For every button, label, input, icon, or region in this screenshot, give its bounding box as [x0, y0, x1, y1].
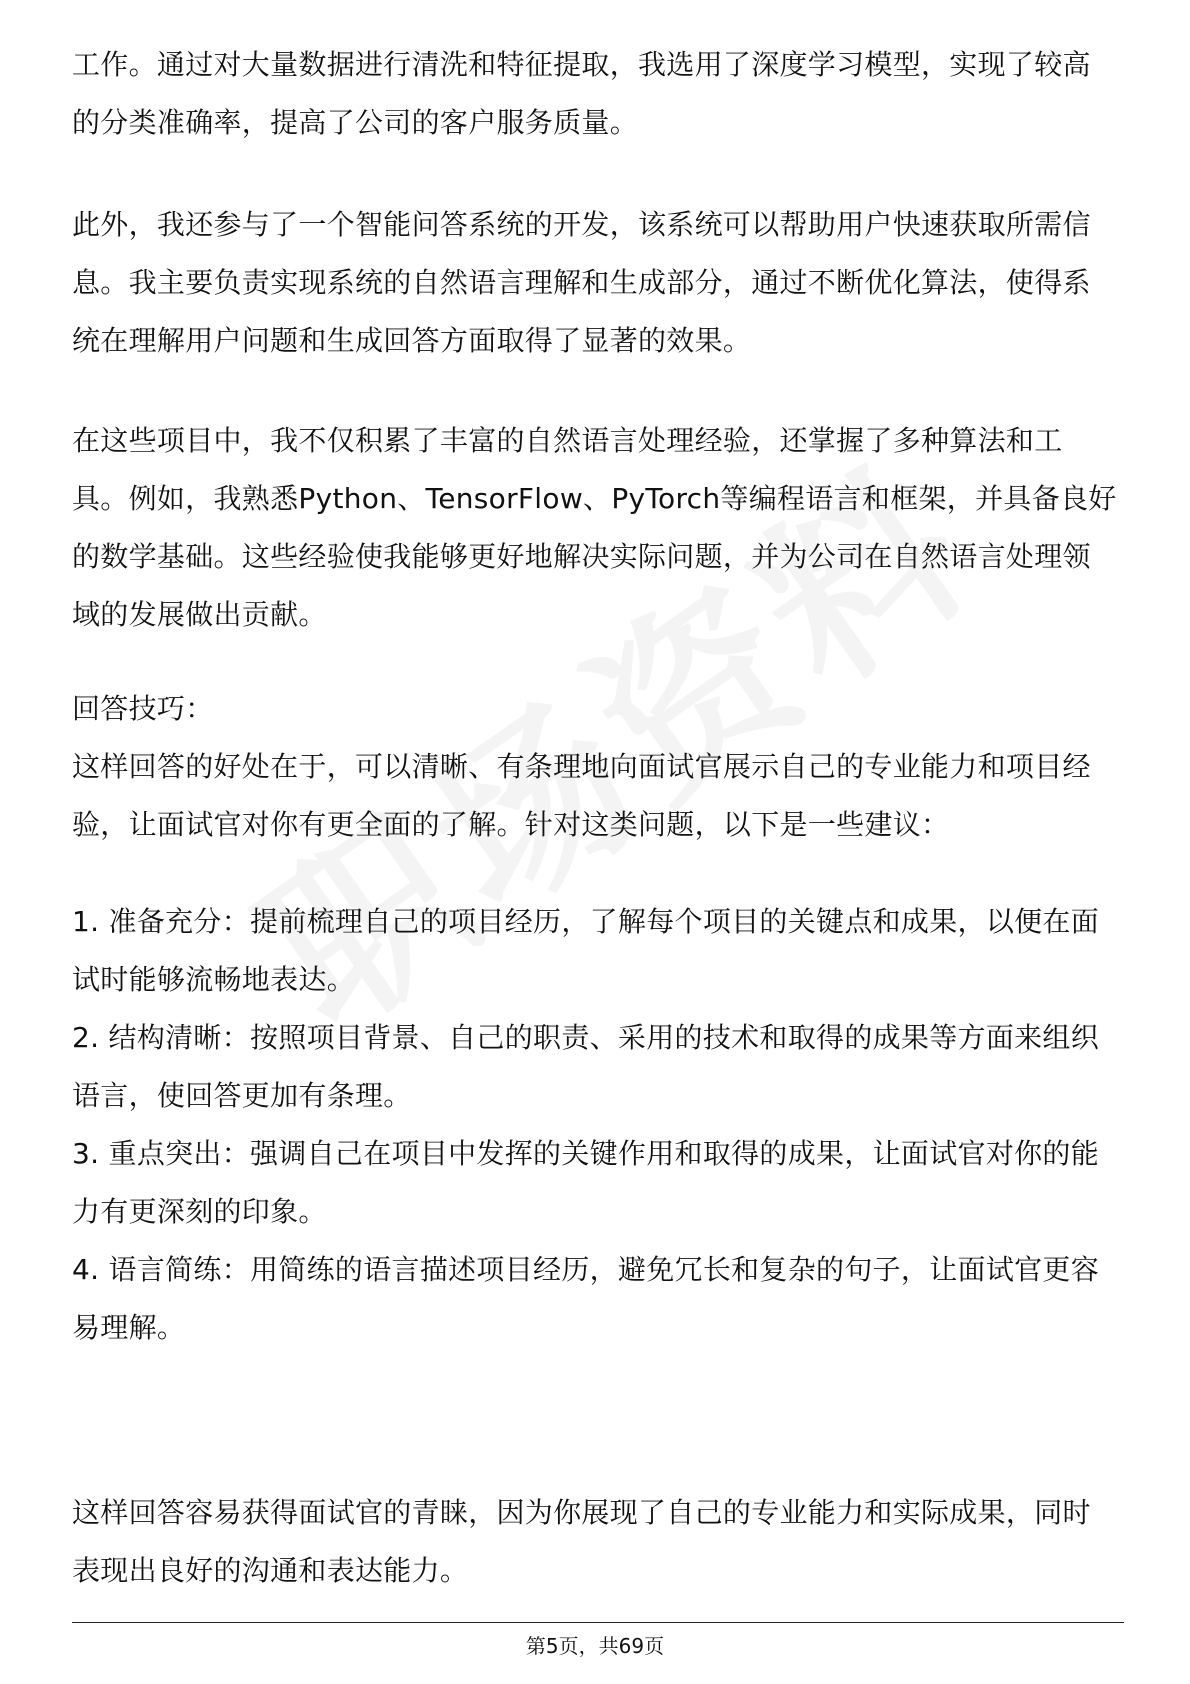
- paragraph-qa-system: [72, 196, 1122, 370]
- text-line: 这样回答容易获得面试官的青睐，因为你展现了自己的专业能力和实际成果，同时: [72, 1496, 1091, 1529]
- text-line: 这样回答的好处在于，可以清晰、有条理地向面试官展示自己的专业能力和项目经: [72, 750, 1091, 783]
- numbered-suggestions: [72, 893, 1122, 1357]
- text-line: 的数学基础。这些经验使我能够更好地解决实际问题，并为公司在自然语言处理领: [72, 540, 1091, 573]
- text-line: 的分类准确率，提高了公司的客户服务质量。: [72, 106, 639, 139]
- list-item-line: 试时能够流畅地表达。: [72, 963, 356, 996]
- text-line: 此外，我还参与了一个智能问答系统的开发，该系统可以帮助用户快速获取所需信: [72, 208, 1091, 241]
- text-line: 工作。通过对大量数据进行清洗和特征提取，我选用了深度学习模型，实现了较高: [72, 48, 1091, 81]
- text-line: 在这些项目中，我不仅积累了丰富的自然语言处理经验，还掌握了多种算法和工: [72, 424, 1063, 457]
- list-item-line: 1. 准备充分：提前梳理自己的项目经历，了解每个项目的关键点和成果，以便在面: [72, 905, 1100, 938]
- text-line: 验，让面试官对你有更全面的了解。针对这类问题，以下是一些建议：: [72, 808, 950, 841]
- text-line: 具。例如，我熟悉Python、TensorFlow、PyTorch等编程语言和框架，并具备良好: [72, 482, 1117, 515]
- list-item-line: 力有更深刻的印象。: [72, 1195, 327, 1228]
- footer-divider: [72, 1622, 1124, 1623]
- text-line: 域的发展做出贡献。: [72, 598, 327, 631]
- text-line: 息。我主要负责实现系统的自然语言理解和生成部分，通过不断优化算法，使得系: [72, 266, 1091, 299]
- text-line: 表现出良好的沟通和表达能力。: [72, 1554, 469, 1587]
- paragraph-experience: [72, 412, 1122, 644]
- section-heading: 回答技巧：: [72, 692, 214, 725]
- text-line: 统在理解用户问题和生成回答方面取得了显著的效果。: [72, 324, 752, 357]
- list-item-line: 4. 语言简练：用简练的语言描述项目经历，避免冗长和复杂的句子，让面试官更容: [72, 1253, 1100, 1286]
- paragraph-conclusion: [72, 1484, 1122, 1600]
- list-item-line: 易理解。: [72, 1311, 186, 1344]
- page-number: 第5页，共69页: [525, 1634, 665, 1658]
- list-item-line: 3. 重点突出：强调自己在项目中发挥的关键作用和取得的成果，让面试官对你的能: [72, 1137, 1100, 1170]
- paragraph-project-classification: [72, 36, 1122, 152]
- list-item-line: 2. 结构清晰：按照项目背景、自己的职责、采用的技术和取得的成果等方面来组织: [72, 1021, 1100, 1054]
- paragraph-answer-tips: [72, 680, 1122, 854]
- list-item-line: 语言，使回答更加有条理。: [72, 1079, 412, 1112]
